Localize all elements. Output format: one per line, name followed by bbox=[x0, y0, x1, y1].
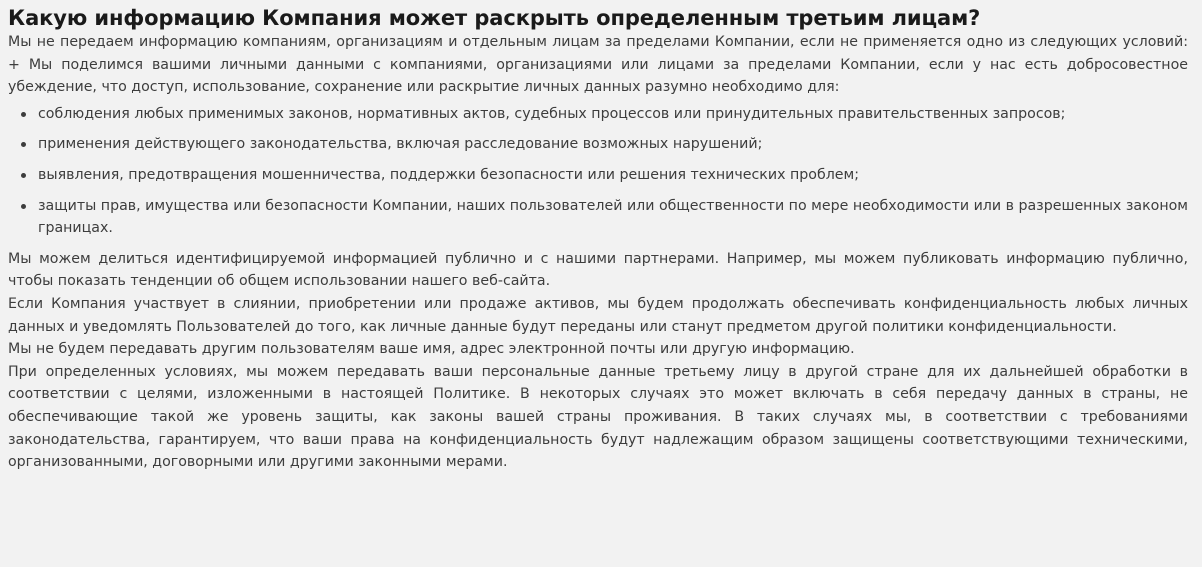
cross-border-transfer-paragraph: При определенных условиях, мы можем передавать ваши персональные данные третьему лицу в другой стране для их дальнейшей обработки в соответствии с целями, изложенными в настоящей Политике. В некоторых случаях это может включать в себя передачу данных в страны, не обеспечивающие такой же уровень защиты, как законы вашей страны проживания. В таких случаях мы, в соответствии с требованиями законодательства, гарантируем, что ваши права на конфиденциальность будут надлежащим образом защищены соответствующими техническими, организованными, договорными или другими законными мерами. bbox=[8, 363, 1188, 471]
section-heading: Какую информацию Компания может раскрыть определенным третьим лицам? bbox=[8, 6, 981, 30]
public-sharing-paragraph: Мы можем делиться идентифицируемой информацией публично и с нашими партнерами. Например, мы можем публиковать информацию публично, чтобы показать тенденции об общем использовании нашего веб-сайта. bbox=[8, 250, 1188, 290]
list-item bbox=[8, 133, 1188, 156]
bullet-dot-icon bbox=[21, 142, 26, 147]
list-item-text: выявления, предотвращения мошенничества, поддержки безопасности или решения технических проблем; bbox=[38, 166, 859, 183]
list-item bbox=[8, 195, 1188, 240]
list-item-text: защиты прав, имущества или безопасности Компании, наших пользователей или общественности по мере необходимости или в разрешенных законом границах. bbox=[38, 197, 1188, 237]
list-item-text: применения действующего законодательства, включая расследование возможных нарушений; bbox=[38, 136, 763, 153]
bullet-dot-icon bbox=[21, 173, 26, 178]
no-sharing-paragraph: Мы не будем передавать другим пользователям ваше имя, адрес электронной почты или другую информацию. bbox=[8, 341, 855, 358]
merger-paragraph: Если Компания участвует в слиянии, приобретении или продаже активов, мы будем продолжать обеспечивать конфиденциальность любых личных данных и уведомлять Пользователей до того, как личные данные будут переданы или станут предметом другой политики конфиденциальности. bbox=[8, 295, 1188, 335]
list-item-text: соблюдения любых применимых законов, нормативных актов, судебных процессов или принудительных правительственных запросов; bbox=[38, 105, 1066, 122]
conditions-list bbox=[8, 103, 1188, 240]
bullet-dot-icon bbox=[21, 112, 26, 117]
list-item bbox=[8, 103, 1188, 126]
bullet-dot-icon bbox=[21, 204, 26, 209]
intro-paragraph: Мы не передаем информацию компаниям, организациям и отдельным лицам за пределами Компании, если не применяется одно из следующих условий: + Мы поделимся вашими личными данными с компаниями, организациями или лицами за пределами Компании, если у нас есть добросовестное убеждение, что доступ, использование, сохранение или раскрытие личных данных разумно необходимо для: bbox=[8, 34, 1188, 96]
list-item bbox=[8, 164, 1188, 187]
